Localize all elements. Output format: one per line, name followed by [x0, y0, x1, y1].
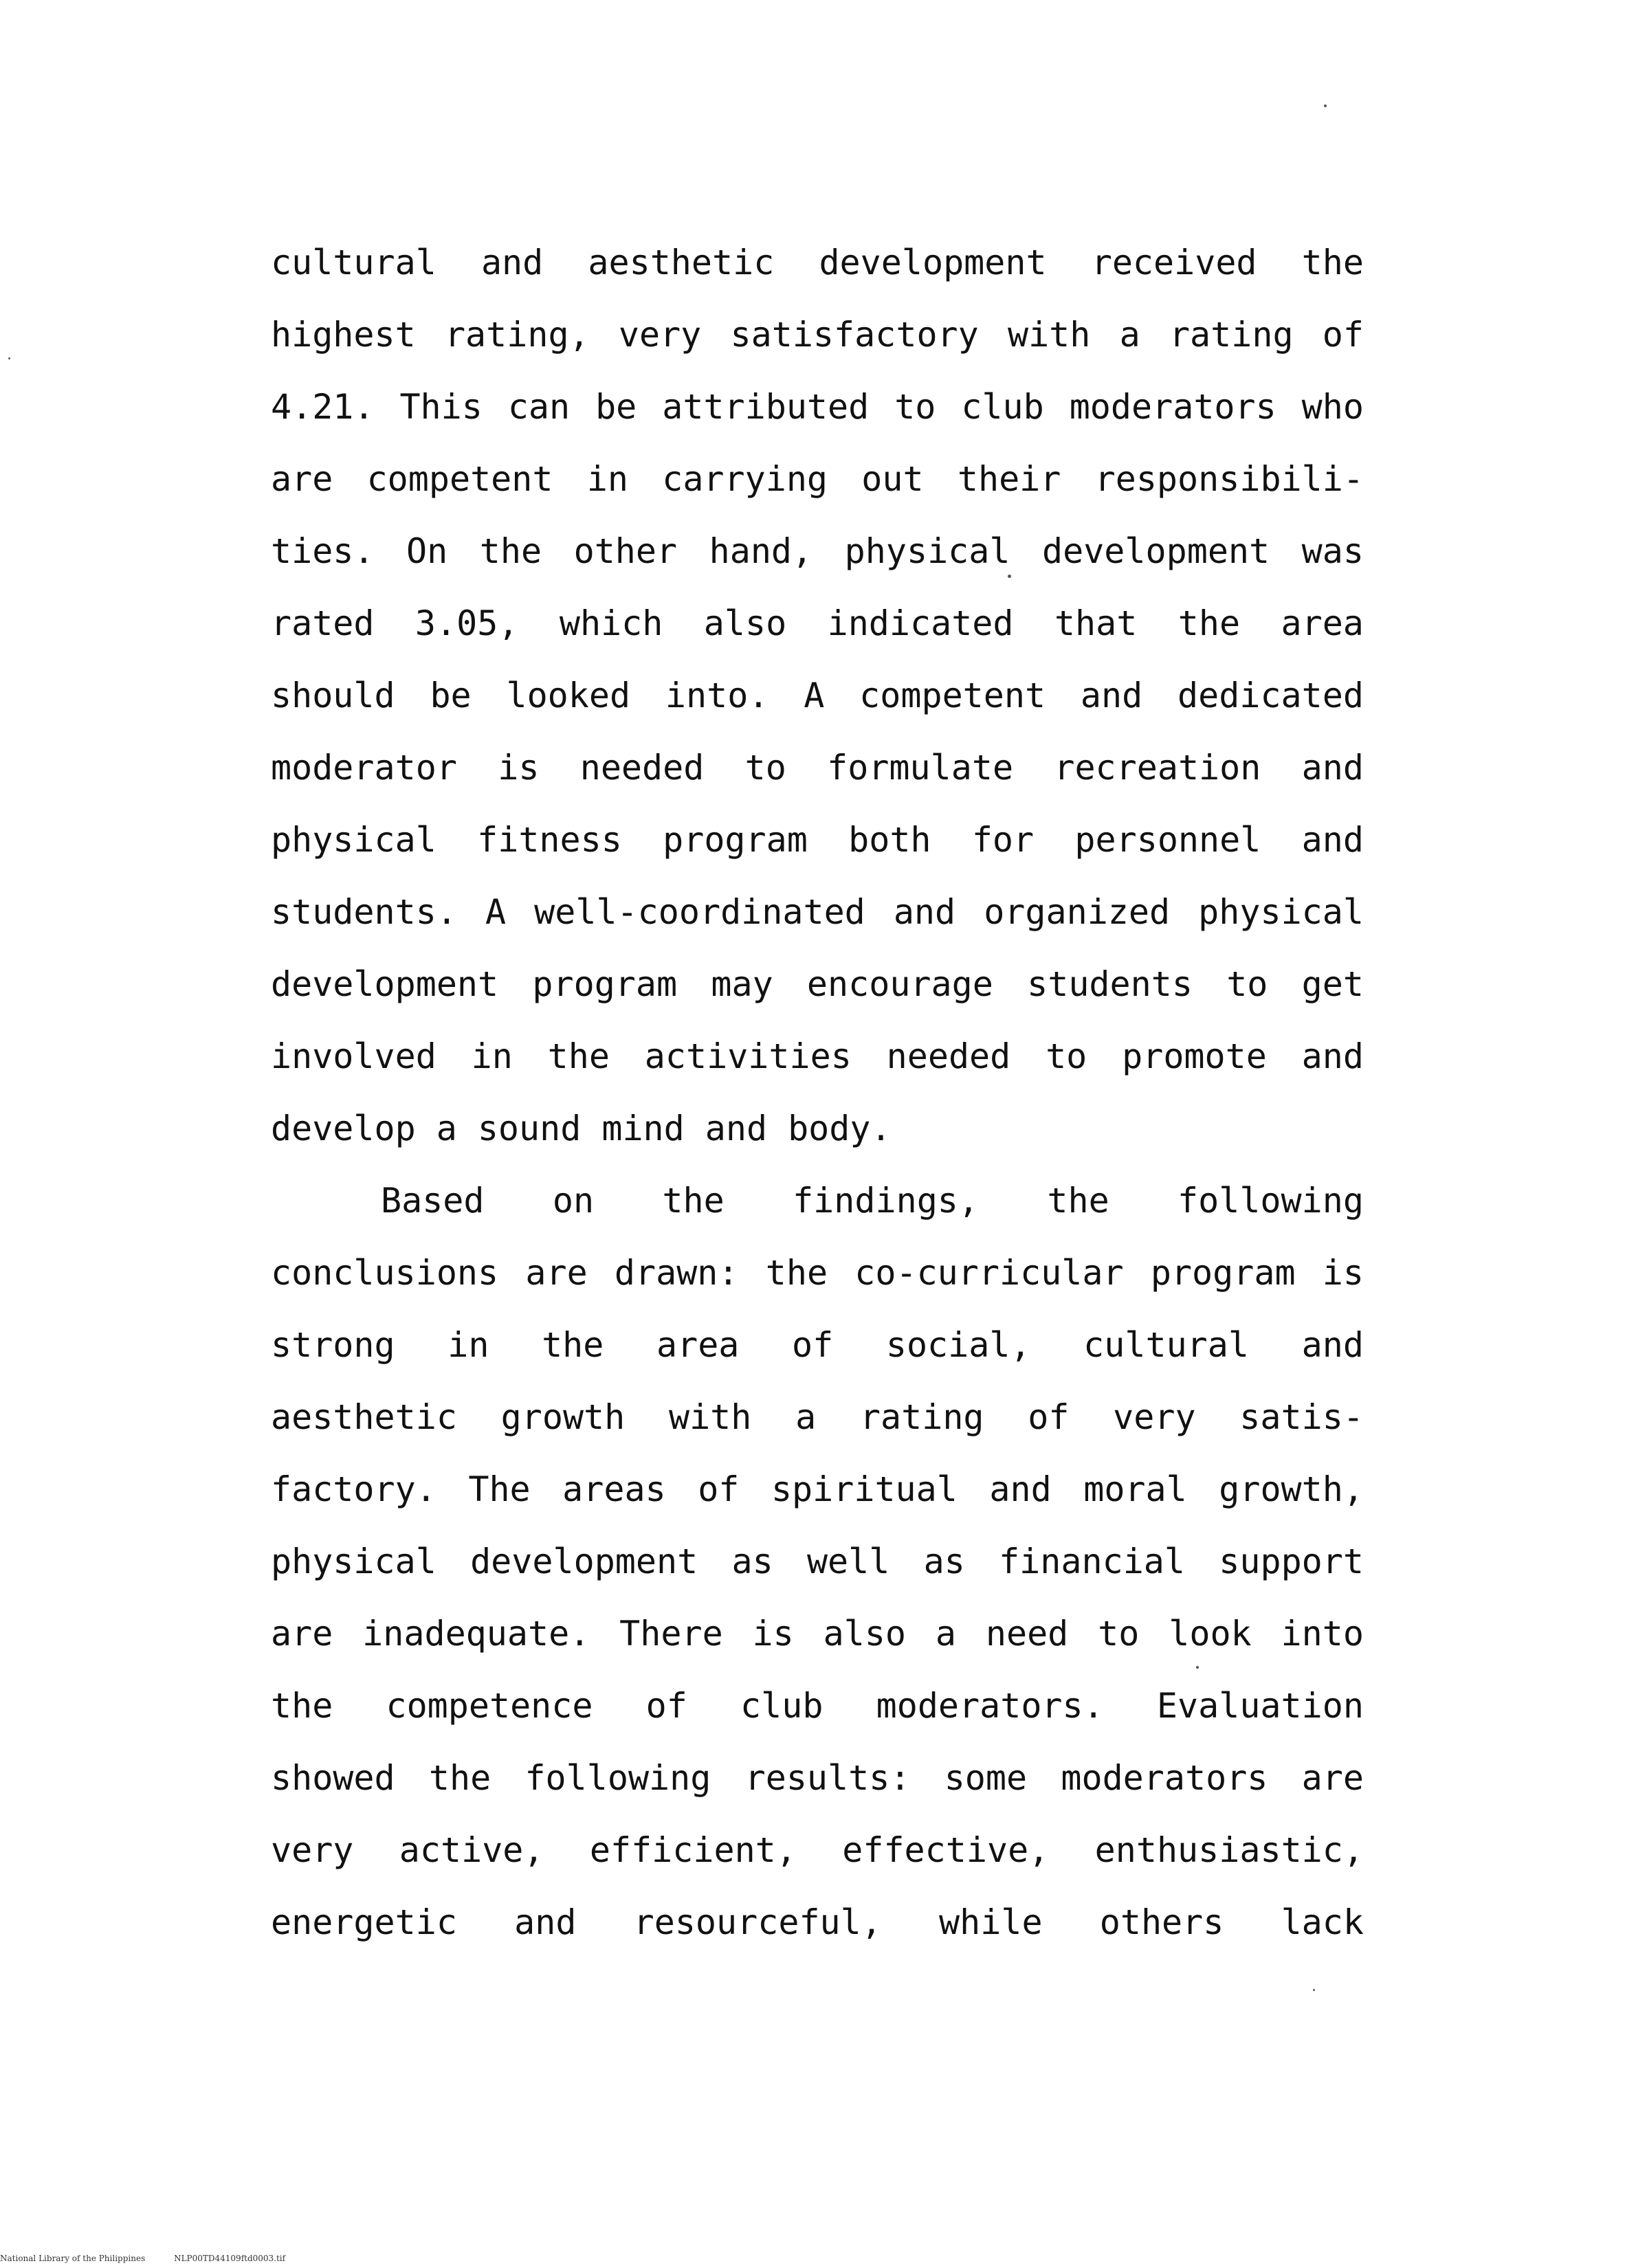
word: to: [894, 387, 936, 427]
word: in: [586, 459, 628, 499]
word: while: [939, 1902, 1043, 1942]
word: students.: [271, 892, 457, 932]
word: the: [765, 1253, 828, 1293]
word: resourceful,: [633, 1902, 882, 1942]
word: a: [795, 1397, 817, 1437]
word: and: [1301, 1036, 1364, 1076]
word: their: [957, 459, 1061, 499]
word: mind: [601, 1109, 685, 1148]
word: of: [1028, 1397, 1070, 1437]
scan-footer: [0, 2254, 311, 2263]
text-line: [271, 1454, 1364, 1526]
word: club: [740, 1686, 823, 1726]
word: the: [547, 1036, 610, 1076]
text-line: [271, 1021, 1364, 1093]
text-line: [271, 1165, 1364, 1237]
word: was: [1301, 531, 1364, 571]
word: looked: [506, 676, 631, 715]
text-line: [271, 1237, 1364, 1309]
word: the: [1178, 603, 1241, 643]
word: On: [406, 531, 448, 571]
word: to: [1046, 1036, 1087, 1076]
word: which: [559, 603, 663, 643]
word: efficient,: [589, 1830, 797, 1870]
word: dedicated: [1178, 676, 1364, 715]
word: a: [935, 1614, 957, 1654]
scan-speck: [1313, 1989, 1315, 1991]
text-line: [271, 1093, 1364, 1165]
word: satis-: [1239, 1397, 1364, 1437]
word: moderators: [1069, 387, 1276, 427]
word: and: [1080, 676, 1143, 715]
word: may: [711, 964, 773, 1004]
word: active,: [399, 1830, 544, 1870]
word: well: [806, 1542, 890, 1581]
word: indicated: [827, 603, 1014, 643]
word: This: [399, 387, 483, 427]
word: factory.: [271, 1469, 436, 1509]
word: cultural: [271, 243, 436, 282]
word: are: [271, 459, 333, 499]
word: to: [1226, 964, 1268, 1004]
word: of: [792, 1325, 834, 1365]
word: be: [430, 676, 472, 715]
word: competence: [386, 1686, 593, 1726]
word: be: [595, 387, 637, 427]
word: highest: [271, 315, 416, 355]
word: need: [985, 1614, 1069, 1654]
word: the: [542, 1325, 604, 1365]
text-line: [271, 1742, 1364, 1814]
word: is: [752, 1614, 794, 1654]
word: should: [271, 676, 395, 715]
text-line: [271, 732, 1364, 804]
word: rating: [1169, 315, 1294, 355]
word: A: [485, 892, 507, 932]
word: the: [662, 1181, 725, 1221]
word: physical: [271, 820, 436, 860]
word: are: [1301, 1758, 1364, 1798]
word: financial: [999, 1542, 1186, 1581]
word: physical: [271, 1542, 436, 1581]
word: effective,: [842, 1830, 1050, 1870]
word: body.: [788, 1109, 892, 1148]
word: other: [573, 531, 678, 571]
text-line: [271, 1526, 1364, 1598]
word: energetic: [271, 1902, 457, 1942]
word: promote: [1122, 1036, 1267, 1076]
word: There: [619, 1614, 723, 1654]
word: as: [923, 1542, 965, 1581]
word: received: [1091, 243, 1257, 282]
word: strong: [271, 1325, 395, 1365]
word: following: [524, 1758, 711, 1798]
word: area: [1281, 603, 1364, 643]
word: both: [848, 820, 931, 860]
word: students: [1027, 964, 1193, 1004]
word: to: [744, 748, 786, 788]
word: responsibili-: [1094, 459, 1364, 499]
word: get: [1301, 964, 1364, 1004]
word: personnel: [1074, 820, 1261, 860]
word: organized: [984, 892, 1171, 932]
word: co-curricular: [854, 1253, 1124, 1293]
word: program: [663, 820, 808, 860]
word: of: [1322, 315, 1364, 355]
word: formulate: [827, 748, 1014, 788]
scan-speck: [1196, 1666, 1199, 1669]
word: sound: [477, 1109, 582, 1148]
word: cultural: [1083, 1325, 1249, 1365]
word: inadequate.: [362, 1614, 590, 1654]
word: hand,: [709, 531, 813, 571]
text-line: [271, 1887, 1364, 1959]
word: into: [1281, 1614, 1364, 1654]
word: the: [1301, 243, 1364, 282]
word: lack: [1281, 1902, 1364, 1942]
word: the: [428, 1758, 491, 1798]
word: in: [471, 1036, 513, 1076]
word: A: [804, 676, 825, 715]
text-line: [271, 299, 1364, 371]
word: growth,: [1219, 1469, 1364, 1509]
word: 3.05,: [414, 603, 519, 643]
word: rating,: [444, 315, 590, 355]
word: attributed: [662, 387, 870, 427]
word: club: [961, 387, 1044, 427]
text-line: [271, 660, 1364, 732]
word: some: [944, 1758, 1028, 1798]
text-line: [271, 876, 1364, 948]
word: aesthetic: [271, 1397, 457, 1437]
word: activities: [644, 1036, 852, 1076]
word: out: [861, 459, 924, 499]
word: of: [645, 1686, 687, 1726]
word: very: [271, 1830, 354, 1870]
text-line: [271, 227, 1364, 299]
word: enthusiastic,: [1094, 1830, 1364, 1870]
word: needed: [886, 1036, 1011, 1076]
footer-library: National Library of the Philippines: [0, 2254, 146, 2263]
text-line: [271, 515, 1364, 588]
word: development: [819, 243, 1047, 282]
word: who: [1301, 387, 1364, 427]
word: development: [271, 964, 499, 1004]
word: and: [480, 243, 544, 282]
word: in: [447, 1325, 489, 1365]
word: competent: [366, 459, 553, 499]
word: competent: [859, 676, 1046, 715]
word: look: [1169, 1614, 1252, 1654]
word: drawn:: [614, 1253, 739, 1293]
word: and: [893, 892, 956, 932]
text-line: [271, 948, 1364, 1021]
word: fitness: [477, 820, 622, 860]
word: findings,: [793, 1181, 980, 1221]
word: well-coordinated: [534, 892, 865, 932]
word: is: [1322, 1253, 1364, 1293]
word: with: [668, 1397, 752, 1437]
word: involved: [271, 1036, 436, 1076]
word: ties.: [271, 531, 375, 571]
word: the: [479, 531, 542, 571]
word: on: [552, 1181, 595, 1221]
text-line: [271, 1670, 1364, 1742]
text-line: [271, 371, 1364, 443]
word: needed: [579, 748, 705, 788]
word: social,: [885, 1325, 1031, 1365]
word: showed: [271, 1758, 395, 1798]
footer-file-id: NLP00TD44109ftd0003.tif: [174, 2254, 286, 2263]
word: development: [470, 1542, 698, 1581]
word: very: [1113, 1397, 1196, 1437]
word: are: [271, 1614, 333, 1654]
text-line: [271, 1598, 1364, 1670]
word: program: [532, 964, 678, 1004]
word: areas: [562, 1469, 666, 1509]
text-line: [271, 1381, 1364, 1454]
word: and: [1301, 748, 1364, 788]
word: others: [1099, 1902, 1224, 1942]
word: spiritual: [771, 1469, 958, 1509]
word: also: [823, 1614, 907, 1654]
text-line: [271, 1814, 1364, 1887]
scan-speck: [8, 357, 10, 359]
word: a: [436, 1109, 457, 1148]
scan-speck: [1008, 575, 1011, 578]
word: growth: [500, 1397, 626, 1437]
word: physical: [844, 531, 1010, 571]
word: and: [514, 1902, 577, 1942]
word: to: [1098, 1614, 1140, 1654]
word: The: [468, 1469, 531, 1509]
word: is: [498, 748, 540, 788]
word: very: [618, 315, 702, 355]
word: the: [1047, 1181, 1109, 1221]
word: satisfactory: [730, 315, 979, 355]
word: and: [989, 1469, 1052, 1509]
word: conclusions: [271, 1253, 499, 1293]
word: of: [698, 1469, 740, 1509]
text-line: [271, 1309, 1364, 1381]
word: moderator: [271, 748, 457, 788]
word: physical: [1198, 892, 1364, 932]
word: into.: [665, 676, 769, 715]
word: moderators: [1061, 1758, 1268, 1798]
word: rated: [271, 603, 375, 643]
word: that: [1054, 603, 1138, 643]
word: a: [1119, 315, 1140, 355]
word: 4.21.: [271, 387, 375, 427]
word: moral: [1083, 1469, 1187, 1509]
word: development: [1042, 531, 1270, 571]
word: as: [731, 1542, 773, 1581]
word: also: [703, 603, 787, 643]
scan-speck: [1324, 104, 1327, 107]
word: program: [1150, 1253, 1296, 1293]
word: for: [971, 820, 1035, 860]
word: encourage: [806, 964, 993, 1004]
word: Based: [381, 1181, 485, 1221]
word: with: [1007, 315, 1091, 355]
word: following: [1178, 1181, 1364, 1221]
word: the: [271, 1686, 333, 1726]
word: Evaluation: [1156, 1686, 1364, 1726]
word: can: [507, 387, 571, 427]
word: support: [1219, 1542, 1364, 1581]
text-line: [271, 804, 1364, 876]
word: results:: [744, 1758, 911, 1798]
word: moderators.: [876, 1686, 1104, 1726]
text-line: [271, 588, 1364, 660]
word: are: [525, 1253, 588, 1293]
text-line: [271, 443, 1364, 515]
word: and: [705, 1109, 768, 1148]
word: area: [656, 1325, 740, 1365]
body-text: [271, 227, 1364, 1959]
word: recreation: [1054, 748, 1261, 788]
word: develop: [271, 1109, 416, 1148]
word: carrying: [662, 459, 828, 499]
word: rating: [859, 1397, 984, 1437]
word: and: [1301, 820, 1364, 860]
word: aesthetic: [588, 243, 775, 282]
word: and: [1301, 1325, 1364, 1365]
